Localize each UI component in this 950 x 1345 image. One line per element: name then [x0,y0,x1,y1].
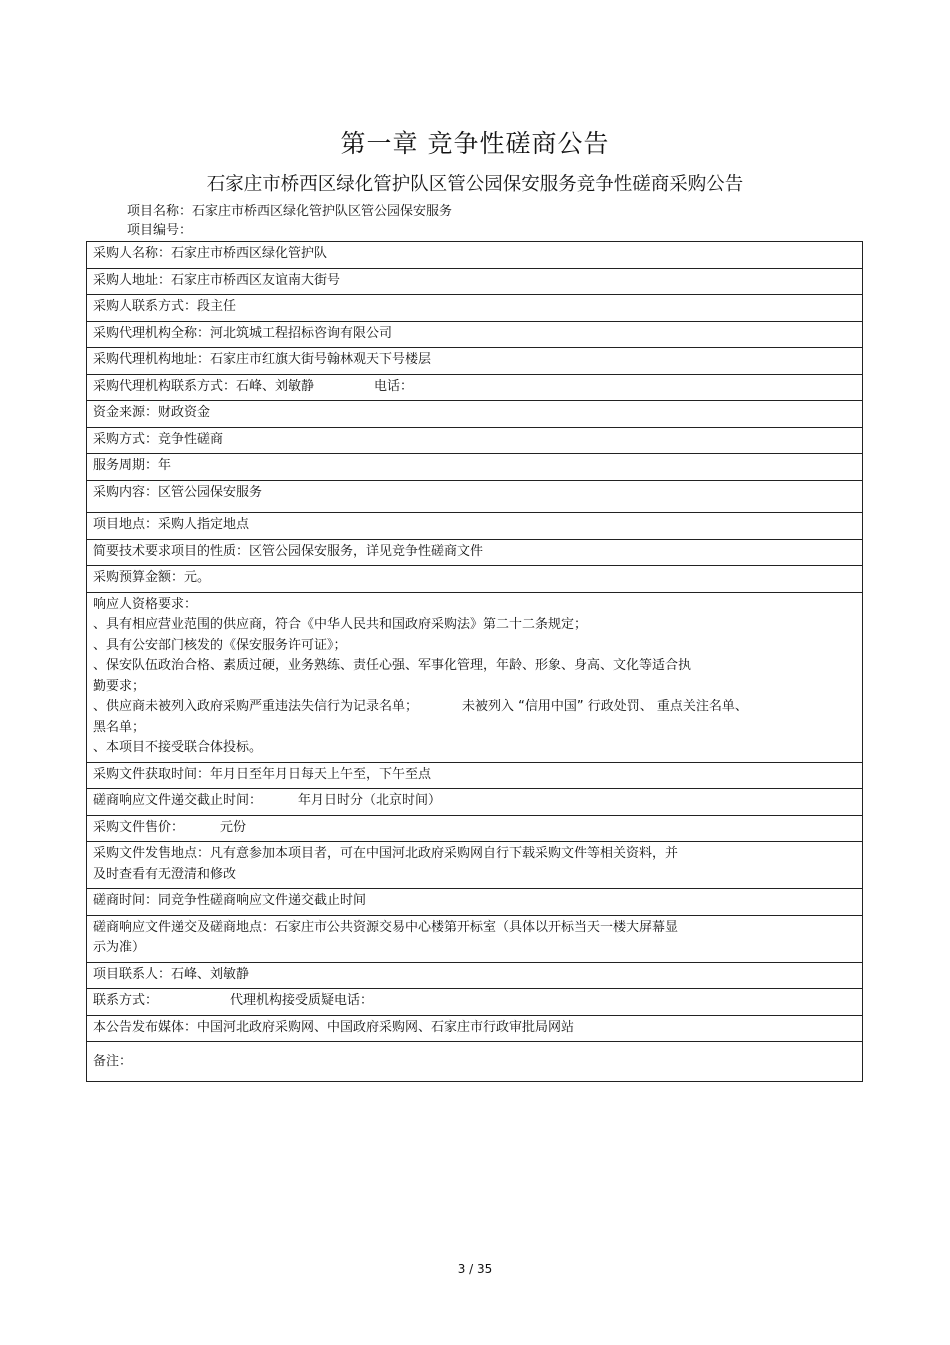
table-row [87,401,863,428]
table-row [87,592,863,762]
agency-name-cell: 采购代理机构全称：河北筑城工程招标咨询有限公司 [87,321,863,348]
price-label: 采购文件售价： [93,819,185,835]
sale-place-line-2: 及时查看有无澄清和修改 [93,866,237,882]
deadline-cell [87,789,863,816]
location-cell: 项目地点：采购人指定地点 [87,513,863,540]
price-cell [87,815,863,842]
sale-place-line-1: 采购文件发售地点：凡有意参加本项目者，可在中国河北政府采购网自行下载采购文件等相关资料，并 [93,846,679,861]
notice-info-table [86,241,863,1082]
table-row [87,513,863,540]
table-row [87,1042,863,1082]
table-row [87,989,863,1016]
qual-item-5: 、本项目不接受联合体投标。 [93,740,263,755]
table-row [87,295,863,322]
project-code: 项目编号： [127,223,193,238]
negotiation-time-cell: 磋商时间：同竞争性磋商响应文件递交截止时间 [87,889,863,916]
content-cell: 采购内容：区管公园保安服务 [87,480,863,513]
table-row [87,789,863,816]
method-cell: 采购方式：竞争性磋商 [87,427,863,454]
table-row [87,962,863,989]
contact-cell [87,989,863,1016]
qual-item-4-cont: 黑名单； [93,719,146,735]
service-period-cell: 服务周期：年 [87,454,863,481]
table-row [87,454,863,481]
deadline-label: 磋商响应文件递交截止时间： [93,793,263,808]
table-row [87,815,863,842]
table-row [87,374,863,401]
project-contact-cell: 项目联系人：石峰、刘敏静 [87,962,863,989]
qual-title: 响应人资格要求： [93,596,198,612]
qual-item-4-credit: 未被列入 “信用中国” 行政处罚、 重点关注名单、 [462,699,748,714]
remarks-cell: 备注： [87,1042,863,1082]
doc-time-cell: 采购文件获取时间：年月日至年月日每天上午至，下午至点 [87,762,863,789]
agency-phone-text: 电话： [374,378,414,394]
qual-item-2: 、具有公安部门核发的《保安服务许可证》； [93,637,347,653]
table-row [87,1015,863,1042]
table-row [87,889,863,916]
price-value: 元份 [220,819,247,835]
table-row [87,427,863,454]
purchaser-contact-cell: 采购人联系方式：段主任 [87,295,863,322]
notice-title: 石家庄市桥西区绿化管护队区管公园保安服务竞争性磋商采购公告 [206,174,744,195]
agency-contact-cell [87,374,863,401]
submit-place-line-1: 磋商响应文件递交及磋商地点：石家庄市公共资源交易中心楼第开标室（具体以开标当天一楼大屏幕显 [93,919,679,935]
table-row [87,915,863,962]
agency-address-cell: 采购代理机构地址：石家庄市红旗大街号翰林观天下号楼层 [87,348,863,375]
table-row [87,321,863,348]
submit-place-line-2: 示为准） [93,940,146,955]
qualification-cell [87,592,863,762]
qual-item-1: 、具有相应营业范围的供应商，符合《中华人民共和国政府采购法》第二十二条规定； [93,617,588,632]
sale-place-cell [87,842,863,889]
budget-cell: 采购预算金额：元。 [87,566,863,593]
purchaser-name-cell: 采购人名称：石家庄市桥西区绿化管护队 [87,242,863,269]
chapter-title: 第一章 竞争性磋商公告 [340,129,610,158]
page-number: 3 / 35 [457,1262,493,1276]
purchaser-address-cell: 采购人地址：石家庄市桥西区友谊南大街号 [87,268,863,295]
media-cell: 本公告发布媒体：中国河北政府采购网、中国政府采购网、石家庄市行政审批局网站 [87,1015,863,1042]
contact-label: 联系方式： [93,993,159,1008]
deadline-value: 年月日时分（北京时间） [298,793,442,808]
table-row [87,480,863,513]
table-row [87,242,863,269]
fund-source-cell: 资金来源：财政资金 [87,401,863,428]
agency-contact-text: 采购代理机构联系方式：石峰、刘敏静 [93,378,315,394]
table-row [87,268,863,295]
qual-item-3-cont: 勤要求； [93,678,146,694]
qual-item-4-text: 、供应商未被列入政府采购严重违法失信行为记录名单； [93,699,419,714]
table-row [87,566,863,593]
table-row [87,762,863,789]
table-row [87,539,863,566]
qual-item-4 [93,697,856,718]
table-row [87,842,863,889]
contact-value: 代理机构接受质疑电话： [230,993,374,1008]
tech-req-cell: 简要技术要求项目的性质：区管公园保安服务，详见竞争性磋商文件 [87,539,863,566]
qual-item-3: 、保安队伍政治合格、素质过硬，业务熟练、责任心强、军事化管理，年龄、形象、身高、文化等适合执 [93,658,692,673]
submit-place-cell [87,915,863,962]
table-row [87,348,863,375]
project-name: 项目名称：石家庄市桥西区绿化管护队区管公园保安服务 [127,204,453,219]
